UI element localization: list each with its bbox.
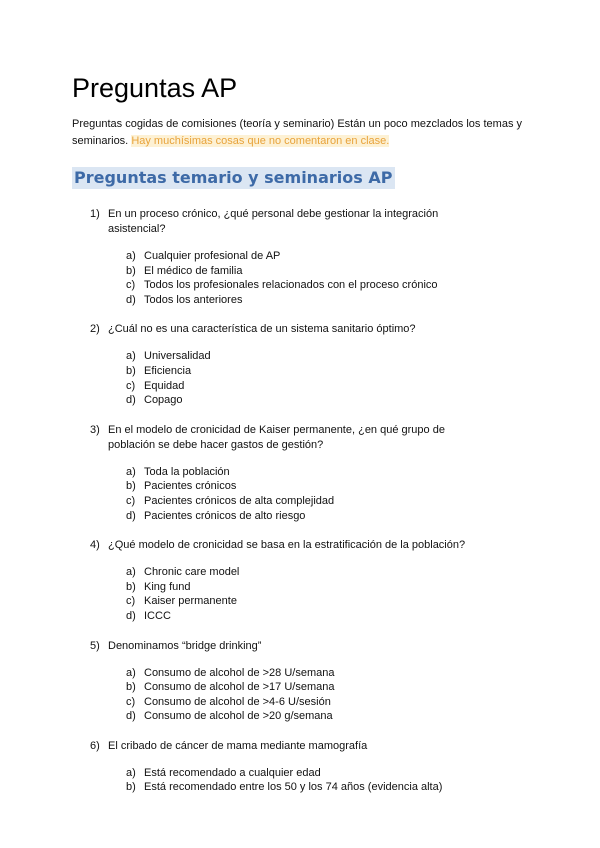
question-6: [72, 739, 542, 795]
question-1: [72, 207, 542, 307]
question-number: 2): [90, 323, 100, 336]
answer-text: Pacientes crónicos: [144, 480, 237, 493]
document-page: [72, 70, 542, 810]
answer-list: [72, 565, 542, 623]
answer-list: [72, 249, 542, 307]
answer-option: [72, 393, 542, 408]
answer-option: [72, 709, 542, 724]
question-number: 6): [90, 739, 100, 752]
answer-text: Todos los profesionales relacionados con el proceso crónico: [144, 279, 438, 292]
answer-option: [72, 565, 542, 580]
answer-option: [72, 580, 542, 595]
answer-letter: b): [126, 480, 136, 493]
question-2: [72, 322, 542, 407]
answer-letter: a): [126, 566, 136, 579]
question-text: Denominamos “bridge drinking”: [108, 639, 262, 652]
question-4: [72, 538, 542, 623]
answer-letter: b): [126, 781, 136, 794]
page-title: Preguntas AP: [72, 73, 238, 103]
answer-text: Chronic care model: [144, 566, 240, 579]
answer-text: Kaiser permanente: [144, 595, 237, 608]
answer-text: Consumo de alcohol de >28 U/semana: [144, 666, 335, 679]
answer-text: Eficiencia: [144, 364, 192, 377]
answer-letter: d): [126, 394, 136, 407]
answer-text: Universalidad: [144, 350, 211, 363]
intro-highlight: Hay muchísimas cosas que no comentaron en clase.: [131, 135, 390, 147]
answer-letter: a): [126, 766, 136, 779]
answer-text: Toda la población: [144, 465, 230, 478]
answer-text: Copago: [144, 394, 183, 407]
answer-letter: a): [126, 465, 136, 478]
answer-text: Está recomendado a cualquier edad: [144, 766, 321, 779]
question-5: [72, 639, 542, 724]
question-text: El cribado de cáncer de mama mediante mamografía: [108, 739, 368, 752]
answer-letter: d): [126, 293, 136, 306]
intro-paragraph: [72, 116, 542, 150]
answer-option: [72, 594, 542, 609]
answer-list: [72, 666, 542, 724]
answer-letter: c): [126, 279, 136, 292]
section-heading: Preguntas temario y seminarios AP: [72, 167, 395, 189]
answer-text: Todos los anteriores: [144, 293, 243, 306]
answer-list: [72, 766, 542, 795]
answer-option: [72, 780, 542, 795]
question-number: 1): [90, 208, 100, 220]
answer-letter: a): [126, 350, 136, 363]
answer-text: ICCC: [144, 609, 171, 622]
answer-letter: d): [126, 509, 136, 522]
answer-option: [72, 264, 542, 279]
question-list: [72, 207, 542, 795]
answer-list: [72, 465, 542, 523]
question-3: [72, 423, 542, 523]
answer-option: [72, 479, 542, 494]
answer-letter: b): [126, 580, 136, 593]
answer-letter: a): [126, 250, 136, 262]
answer-option: [72, 766, 542, 781]
answer-letter: b): [126, 364, 136, 377]
answer-text: El médico de familia: [144, 264, 243, 277]
answer-option: [72, 680, 542, 695]
answer-option: [72, 666, 542, 681]
answer-letter: c): [126, 595, 136, 608]
answer-letter: b): [126, 264, 136, 277]
question-text: En el modelo de cronicidad de Kaiser permanente, ¿en qué grupo de población se debe hacer gastos de gestión?: [108, 423, 445, 451]
answer-text: Consumo de alcohol de >17 U/semana: [144, 681, 335, 694]
answer-option: [72, 293, 542, 308]
answer-letter: c): [126, 379, 136, 392]
answer-list: [72, 349, 542, 407]
answer-option: [72, 278, 542, 293]
question-number: 4): [90, 539, 100, 552]
answer-option: [72, 465, 542, 480]
answer-letter: d): [126, 609, 136, 622]
answer-text: Consumo de alcohol de >20 g/semana: [144, 710, 333, 723]
answer-letter: d): [126, 710, 136, 723]
answer-letter: b): [126, 681, 136, 694]
question-text: ¿Qué modelo de cronicidad se basa en la estratificación de la población?: [108, 539, 466, 552]
answer-letter: a): [126, 666, 136, 679]
question-text: ¿Cuál no es una característica de un sistema sanitario óptimo?: [108, 323, 416, 336]
question-number: 5): [90, 639, 100, 652]
answer-option: [72, 379, 542, 394]
answer-option: [72, 494, 542, 509]
answer-text: Consumo de alcohol de >4-6 U/sesión: [144, 695, 331, 708]
answer-letter: c): [126, 695, 136, 708]
answer-option: [72, 364, 542, 379]
answer-text: Pacientes crónicos de alta complejidad: [144, 494, 335, 507]
answer-text: King fund: [144, 580, 191, 593]
answer-text: Cualquier profesional de AP: [144, 250, 281, 262]
question-text: En un proceso crónico, ¿qué personal debe gestionar la integración asistencial?: [108, 208, 439, 235]
answer-letter: c): [126, 494, 136, 507]
answer-option: [72, 349, 542, 364]
answer-option: [72, 509, 542, 524]
answer-text: Equidad: [144, 379, 185, 392]
intro-text: Preguntas cogidas de comisiones (teoría y seminario) Están un poco mezclados los temas y seminarios.: [72, 118, 522, 147]
answer-option: [72, 695, 542, 710]
answer-text: Pacientes crónicos de alto riesgo: [144, 509, 306, 522]
answer-option: [72, 249, 542, 264]
answer-option: [72, 609, 542, 624]
question-number: 3): [90, 423, 100, 436]
answer-text: Está recomendado entre los 50 y los 74 años (evidencia alta): [144, 781, 443, 794]
